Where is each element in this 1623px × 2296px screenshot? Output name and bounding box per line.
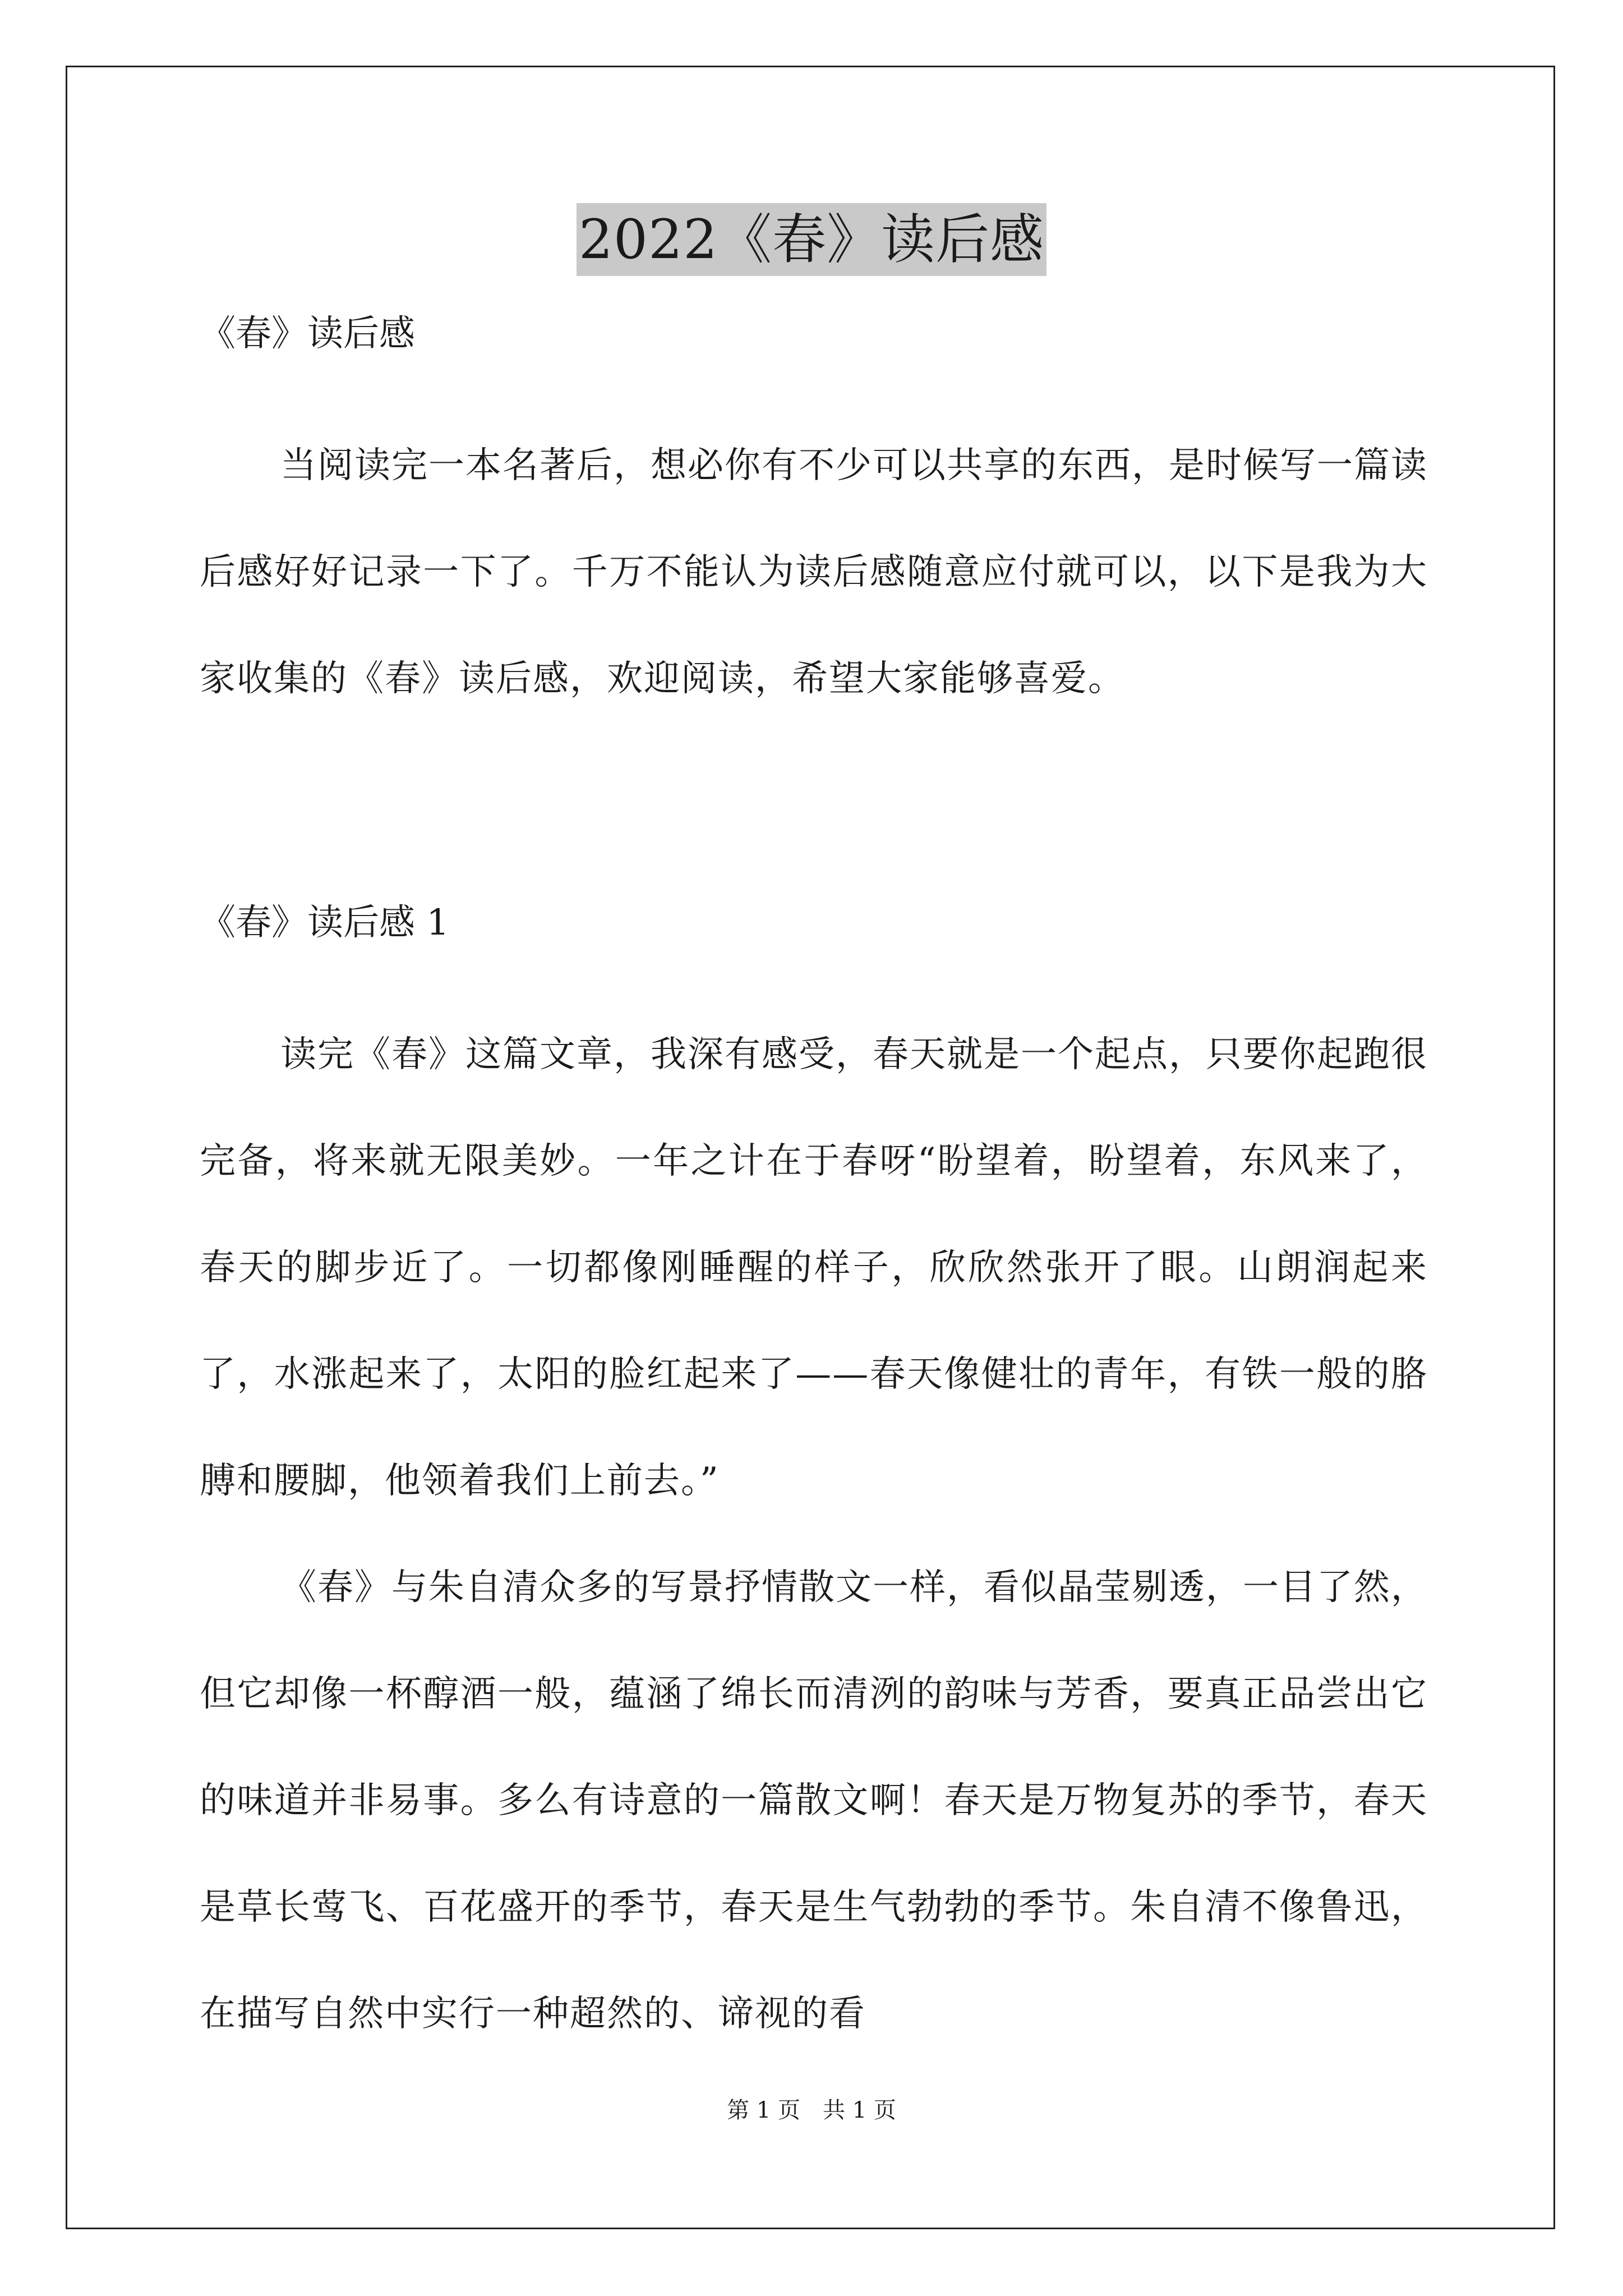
document-body [200,306,1428,2067]
intro-paragraph: 当阅读完一本名著后，想必你有不少可以共享的东西，是时候写一篇读后感好好记录一下了。千万不能认为读后感随意应付就可以，以下是我为大家收集的《春》读后感，欢迎阅读，希望大家能够喜爱。 [200,445,1428,700]
heading-section-1: 《春》读后感 1 [200,902,450,944]
spacer [200,951,1428,1001]
spacer [200,732,1428,895]
paragraph-1: 读完《春》这篇文章，我深有感受，春天就是一个起点，只要你起跑很完备，将来就无限美妙。一年之计在于春呀“盼望着，盼望着，东风来了，春天的脚步近了。一切都像刚睡醒的样子，欣欣然张开了眼。山朗润起来了，水涨起来了，太阳的脸红起来了——春天像健壮的青年，有铁一般的胳膊和腰脚，他领着我们上前去。” [200,1034,1428,1502]
page-footer [0,2093,1623,2127]
paragraph-2: 《春》与朱自清众多的写景抒情散文一样，看似晶莹剔透，一目了然，但它却像一杯醇酒一般，蕴涵了绵长而清洌的韵味与芳香，要真正品尝出它的味道并非易事。多么有诗意的一篇散文啊！春天是万物复苏的季节，春天是草长莺飞、百花盛开的季节，春天是生气勃勃的季节。朱自清不像鲁迅，在描写自然中实行一种超然的、谛视的看 [200,1567,1428,2035]
document-title-block [0,203,1623,276]
spacer [200,362,1428,412]
page-number: 第 1 页 共 1 页 [727,2097,896,2123]
document-title: 2022《春》读后感 [577,203,1046,276]
heading-main: 《春》读后感 [200,313,415,355]
